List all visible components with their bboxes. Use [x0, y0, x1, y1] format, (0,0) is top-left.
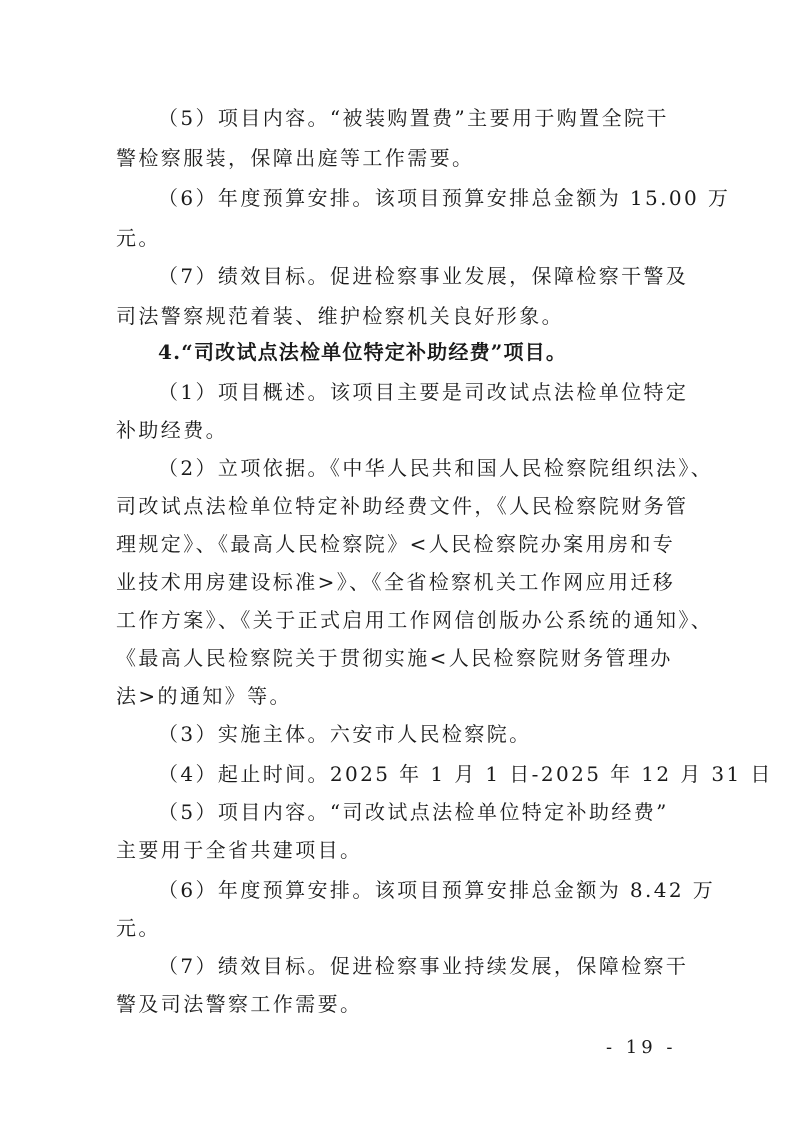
paragraph-line: 法>的通知》等。 [116, 684, 292, 708]
paragraph-line: （5）项目内容。“司改试点法检单位特定补助经费” [158, 800, 669, 824]
paragraph-line: （2）立项依据。《中华人民共和国人民检察院组织法》、 [158, 456, 714, 480]
paragraph-line: 警检察服装，保障出庭等工作需要。 [116, 146, 475, 170]
paragraph-line: （6）年度预算安排。该项目预算安排总金额为 8.42 万 [158, 878, 716, 902]
paragraph-line: 补助经费。 [116, 418, 228, 442]
page-number: - 19 - [606, 1037, 677, 1058]
paragraph-line: （7）绩效目标。促进检察事业发展，保障检察干警及 [158, 264, 689, 288]
paragraph-line: 业技术用房建设标准>》、《全省检察机关工作网应用迁移 [116, 570, 676, 594]
paragraph-line: 主要用于全省共建项目。 [116, 838, 363, 862]
paragraph-line: 司改试点法检单位特定补助经费文件，《人民检察院财务管 [116, 494, 689, 518]
paragraph-line: 《最高人民检察院关于贯彻实施<人民检察院财务管理办 [116, 646, 673, 670]
paragraph-line: （4）起止时间。2025 年 1 月 1 日-2025 年 12 月 31 日 [158, 762, 773, 786]
paragraph-line: 司法警察规范着装、维护检察机关良好形象。 [116, 304, 564, 328]
paragraph-line: （5）项目内容。“被装购置费”主要用于购置全院干 [158, 106, 669, 130]
paragraph-line: （1）项目概述。该项目主要是司改试点法检单位特定 [158, 380, 689, 404]
paragraph-line: 元。 [116, 226, 161, 250]
section-heading: 4.“司改试点法检单位特定补助经费”项目。 [158, 340, 568, 364]
paragraph-line: 警及司法警察工作需要。 [116, 992, 363, 1016]
paragraph-line: （3）实施主体。六安市人民检察院。 [158, 722, 532, 746]
paragraph-line: 工作方案》、《关于正式启用工作网信创版办公系统的通知》、 [116, 608, 714, 632]
paragraph-line: 元。 [116, 916, 161, 940]
paragraph-line: （6）年度预算安排。该项目预算安排总金额为 15.00 万 [158, 186, 731, 210]
paragraph-line: （7）绩效目标。促进检察事业持续发展，保障检察干 [158, 954, 689, 978]
paragraph-line: 理规定》、《最高人民检察院》<人民检察院办案用房和专 [116, 532, 676, 556]
